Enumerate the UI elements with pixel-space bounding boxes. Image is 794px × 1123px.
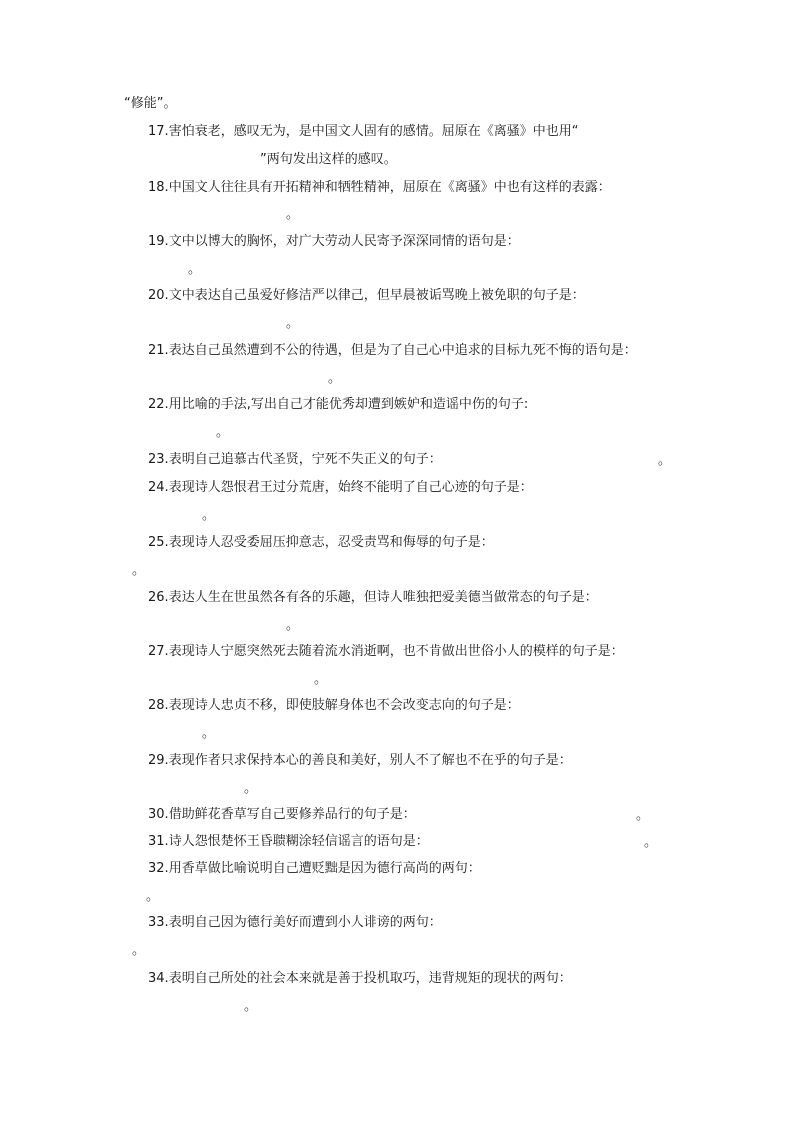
- question-text: 诗人怨恨楚怀王昏聩糊涂轻信谣言的语句是：: [168, 834, 429, 849]
- question-text: 文中以博大的胸怀，对广大劳动人民寄予深深同情的语句是：: [168, 234, 520, 249]
- question-number: 17: [148, 124, 165, 139]
- question-text: 表达人生在世虽然各有各的乐趣，但诗人唯独把爱美德当做常态的句子是：: [168, 590, 598, 605]
- question-number: 23: [148, 452, 165, 467]
- answer-blank-end: 。: [328, 371, 342, 386]
- answer-blank-end: 。: [132, 943, 146, 958]
- answer-blank-end: 。: [188, 262, 202, 277]
- question-text: 表现诗人忠贞不移，即使肢解身体也不会改变志向的句子是：: [168, 698, 520, 713]
- answer-blank-end: 。: [216, 425, 230, 440]
- question-18: 18.中国文人往往具有开拓精神和牺牲精神，屈原在《离骚》中也有这样的表露：: [148, 180, 611, 195]
- question-text: 表明自己所处的社会本来就是善于投机取巧，违背规矩的现状的两句：: [168, 971, 572, 986]
- question-number: 25: [148, 535, 165, 550]
- question-31: 31.诗人怨恨楚怀王昏聩糊涂轻信谣言的语句是：: [148, 834, 429, 849]
- question-number: 20: [148, 288, 165, 303]
- question-number: 29: [148, 753, 165, 768]
- question-22: 22.用比喻的手法,写出自己才能优秀却遭到嫉妒和造谣中伤的句子:: [148, 397, 529, 412]
- answer-blank-end: 。: [244, 999, 258, 1014]
- question-24: 24.表现诗人怨恨君王过分荒唐，始终不能明了自己心迹的句子是：: [148, 480, 533, 495]
- question-text: 害怕衰老，感叹无为，是中国文人固有的感情。屈原在《离骚》中也用“: [168, 124, 579, 139]
- answer-blank-end: 。: [286, 618, 300, 633]
- question-text: 用比喻的手法,写出自己才能优秀却遭到嫉妒和造谣中伤的句子:: [168, 397, 529, 412]
- answer-blank-end: 。: [286, 207, 300, 222]
- question-33: 33.表明自己因为德行美好而遭到小人诽谤的两句：: [148, 915, 442, 930]
- answer-blank-end: 。: [202, 726, 216, 741]
- answer-blank-end: 。: [146, 889, 160, 904]
- answer-blank-end: 。: [132, 563, 146, 578]
- question-text: 中国文人往往具有开拓精神和牺牲精神，屈原在《离骚》中也有这样的表露：: [168, 180, 611, 195]
- question-number: 32: [148, 861, 165, 876]
- question-text: 表现诗人忍受委屈压抑意志，忍受责骂和侮辱的句子是：: [168, 535, 494, 550]
- question-text: 表明自己追慕古代圣贤，宁死不失正义的句子：: [168, 452, 442, 467]
- question-text: 表现诗人怨恨君王过分荒唐，始终不能明了自己心迹的句子是：: [168, 480, 533, 495]
- question-26: 26.表达人生在世虽然各有各的乐趣，但诗人唯独把爱美德当做常态的句子是：: [148, 590, 598, 605]
- question-21: 21.表达自己虽然遭到不公的待遇，但是为了自己心中追求的目标九死不悔的语句是：: [148, 343, 637, 358]
- question-25: 25.表现诗人忍受委屈压抑意志，忍受责骂和侮辱的句子是：: [148, 535, 494, 550]
- question-number: 19: [148, 234, 165, 249]
- question-32: 32.用香草做比喻说明自己遭贬黜是因为德行高尚的两句：: [148, 861, 481, 876]
- question-text: 表现诗人宁愿突然死去随着流水消逝啊，也不肯做出世俗小人的模样的句子是：: [168, 644, 624, 659]
- answer-blank-end: 。: [636, 808, 650, 823]
- question-text: 表现作者只求保持本心的善良和美好，别人不了解也不在乎的句子是：: [168, 753, 572, 768]
- question-20: 20.文中表达自己虽爱好修洁严以律己，但早晨被诟骂晚上被免职的句子是：: [148, 288, 585, 303]
- question-number: 31: [148, 834, 165, 849]
- question-number: 34: [148, 971, 165, 986]
- answer-blank-end: 。: [658, 453, 672, 468]
- question-number: 18: [148, 180, 165, 195]
- question-28: 28.表现诗人忠贞不移，即使肢解身体也不会改变志向的句子是：: [148, 698, 520, 713]
- question-29: 29.表现作者只求保持本心的善良和美好，别人不了解也不在乎的句子是：: [148, 753, 572, 768]
- question-number: 28: [148, 698, 165, 713]
- question-17-continuation: ”两句发出这样的感叹。: [260, 152, 397, 167]
- question-text: 表达自己虽然遭到不公的待遇，但是为了自己心中追求的目标九死不悔的语句是：: [168, 343, 637, 358]
- question-number: 24: [148, 480, 165, 495]
- question-text: 借助鲜花香草写自己要修养品行的句子是：: [168, 807, 416, 822]
- question-number: 33: [148, 915, 165, 930]
- intro-tail-text: “修能”。: [124, 96, 177, 111]
- question-number: 21: [148, 343, 165, 358]
- question-text: 表明自己因为德行美好而遭到小人诽谤的两句：: [168, 915, 442, 930]
- question-text: 文中表达自己虽爱好修洁严以律己，但早晨被诟骂晚上被免职的句子是：: [168, 288, 585, 303]
- answer-blank-end: 。: [202, 508, 216, 523]
- question-number: 22: [148, 397, 165, 412]
- question-34: 34.表明自己所处的社会本来就是善于投机取巧，违背规矩的现状的两句：: [148, 971, 572, 986]
- answer-blank-end: 。: [644, 835, 658, 850]
- question-text: 用香草做比喻说明自己遭贬黜是因为德行高尚的两句：: [168, 861, 481, 876]
- question-number: 27: [148, 644, 165, 659]
- answer-blank-end: 。: [244, 781, 258, 796]
- question-27: 27.表现诗人宁愿突然死去随着流水消逝啊，也不肯做出世俗小人的模样的句子是：: [148, 644, 624, 659]
- answer-blank-end: 。: [314, 672, 328, 687]
- answer-blank-end: 。: [286, 316, 300, 331]
- question-number: 30: [148, 807, 165, 822]
- question-17: 17.害怕衰老，感叹无为，是中国文人固有的感情。屈原在《离骚》中也用“: [148, 124, 579, 139]
- question-number: 26: [148, 590, 165, 605]
- question-30: 30.借助鲜花香草写自己要修养品行的句子是：: [148, 807, 416, 822]
- question-23: 23.表明自己追慕古代圣贤，宁死不失正义的句子：: [148, 452, 442, 467]
- question-19: 19.文中以博大的胸怀，对广大劳动人民寄予深深同情的语句是：: [148, 234, 520, 249]
